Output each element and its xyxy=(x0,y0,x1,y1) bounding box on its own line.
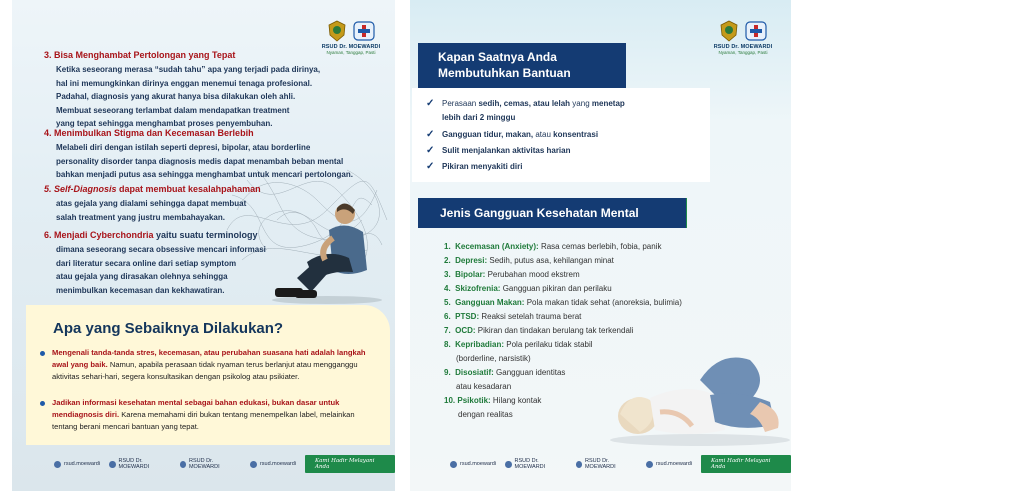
risk-item-3 xyxy=(44,50,374,131)
body-line: menimbulkan kecemasan dan kekhawatiran. xyxy=(56,285,225,295)
heading-rest: yaitu suatu terminology xyxy=(153,230,258,240)
bullet-dot xyxy=(40,351,45,356)
social-youtube: RSUD Dr. MOEWARDI xyxy=(180,458,241,470)
recommendation-title: Apa yang Sebaiknya Dilakukan? xyxy=(53,320,284,337)
sign-item: ✓ Pikiran menyakiti diri xyxy=(426,161,523,172)
org-tagline: Nyaman, Tanggap, Pasti xyxy=(718,50,768,55)
body-line: atau gejala yang dirasakan olehnya sehingga xyxy=(56,272,228,281)
province-emblem-icon xyxy=(719,20,739,42)
recommendation-item xyxy=(52,397,372,433)
social-facebook: RSUD Dr. MOEWARDI xyxy=(505,458,566,470)
instagram-icon xyxy=(450,461,457,468)
title-line: Membutuhkan Bantuan xyxy=(438,66,571,80)
right-page xyxy=(410,0,791,491)
org-name: RSUD Dr. MOEWARDI xyxy=(713,44,773,50)
body-line: dari literatur secara online dari setiap symptom xyxy=(56,258,237,268)
heading-rest: dapat membuat kesalahpahaman xyxy=(116,184,261,194)
risk-item-5 xyxy=(44,184,374,224)
social-facebook: RSUD Dr. MOEWARDI xyxy=(109,458,170,470)
disorder-item-continued: atau kesadaran xyxy=(456,382,512,391)
heading-emphasis: 6. Menjadi Cyberchondria xyxy=(44,230,154,240)
motto-banner: Kami Hadir Melayani Anda xyxy=(305,455,395,473)
risk-item-body xyxy=(56,243,279,297)
disorder-item: 8. Kepribadian: Pola perilaku tidak stabil xyxy=(444,340,593,349)
hospital-logo xyxy=(708,20,778,55)
social-footer xyxy=(450,455,791,473)
when-help-title xyxy=(418,43,626,88)
title-line: Kapan Saatnya Anda xyxy=(438,50,557,64)
left-page xyxy=(12,0,395,491)
social-tiktok: rsud.moewardi xyxy=(250,461,296,468)
disorder-item: 5. Gangguan Makan: Pola makan tidak sehat (anoreksia, bulimia) xyxy=(444,298,682,307)
social-instagram: rsud.moewardi xyxy=(54,461,100,468)
body-line: atas gejala yang dialami sehingga dapat membuat xyxy=(56,199,247,208)
sign-item: ✓ Perasaan sedih, cemas, atau lelah yang menetap xyxy=(426,98,625,109)
risk-item-4 xyxy=(44,128,374,182)
body-line: Padahal, diagnosis yang akurat hanya bisa dilakukan oleh ahli. xyxy=(56,92,296,101)
disorder-item: 2. Depresi: Sedih, putus asa, kehilangan minat xyxy=(444,256,614,265)
risk-item-body xyxy=(56,63,374,131)
sign-item: ✓ Gangguan tidur, makan, atau konsentrasi xyxy=(426,129,599,140)
motto-banner: Kami Hadir Melayani Anda xyxy=(701,455,791,473)
facebook-icon xyxy=(505,461,511,468)
risk-item-body xyxy=(56,197,374,224)
disorder-item: 1. Kecemasan (Anxiety): Rasa cemas berlebih, fobia, panik xyxy=(444,242,662,251)
disorder-item: 6. PTSD: Reaksi setelah trauma berat xyxy=(444,312,582,321)
checkmark-icon: ✓ xyxy=(426,98,435,109)
social-instagram: rsud.moewardi xyxy=(450,461,496,468)
sign-item: ✓ Sulit menjalankan aktivitas harian xyxy=(426,145,571,156)
body-line: salah treatment yang justru membahayakan. xyxy=(56,212,225,222)
recommendation-box xyxy=(26,305,390,445)
body-line: yang tepat sehingga menghambat proses penyembuhan. xyxy=(56,119,273,128)
recommendation-bold: Jadikan informasi kesehatan mental sebagai bahan edukasi, bukan dasar untuk mendiagnosis diri. xyxy=(52,398,340,419)
recommendation-item xyxy=(52,347,372,383)
recommendation-text: Karena memahami diri bukan tentang menempelkan label, melainkan tentang berani mencari bantuan yang tepat. xyxy=(52,410,355,431)
heading-emphasis: 5. Self-Diagnosis xyxy=(44,184,117,194)
org-name: RSUD Dr. MOEWARDI xyxy=(321,44,381,50)
disorder-item: 7. OCD: Pikiran dan tindakan berulang tak terkendali xyxy=(444,326,634,335)
risk-item-heading: 3. Bisa Menghambat Pertolongan yang Tepat xyxy=(44,50,236,60)
hospital-cross-icon xyxy=(353,21,375,41)
province-emblem-icon xyxy=(327,20,347,42)
risk-item-6 xyxy=(44,230,279,297)
risk-item-heading xyxy=(44,230,279,240)
hospital-cross-icon xyxy=(745,21,767,41)
risk-item-heading: 4. Menimbulkan Stigma dan Kecemasan Berlebih xyxy=(44,128,254,138)
risk-item-body xyxy=(56,141,374,182)
body-line: dimana seseorang secara obsessive mencari informasi xyxy=(56,245,266,254)
disorder-item: 10. Psikotik: Hilang kontak xyxy=(444,396,542,405)
tiktok-icon xyxy=(250,461,257,468)
youtube-icon xyxy=(180,461,186,468)
sign-item-continued: lebih dari 2 minggu xyxy=(442,113,516,122)
disorder-item-continued: (borderline, narsistik) xyxy=(456,354,531,363)
social-youtube: RSUD Dr. MOEWARDI xyxy=(576,458,637,470)
body-line: personality disorder tanpa diagnosis medis dapat menambah beban mental xyxy=(56,156,344,166)
facebook-icon xyxy=(109,461,115,468)
disorder-types-title: Jenis Gangguan Kesehatan Mental xyxy=(418,198,686,228)
checkmark-icon: ✓ xyxy=(426,161,435,172)
org-tagline: Nyaman, Tanggap, Pasti xyxy=(326,50,376,55)
checkmark-icon: ✓ xyxy=(426,145,435,156)
disorder-item: 4. Skizofrenia: Gangguan pikiran dan perilaku xyxy=(444,284,612,293)
recommendation-text: Namun, apabila perasaan tidak nyaman terus berlanjut atau mengganggu aktivitas sehari-hari, segera konsultasikan dengan psikolog atau psikiater. xyxy=(52,360,358,381)
instagram-icon xyxy=(54,461,61,468)
social-footer xyxy=(54,455,395,473)
tiktok-icon xyxy=(646,461,653,468)
risk-item-heading xyxy=(44,184,374,194)
social-tiktok: rsud.moewardi xyxy=(646,461,692,468)
body-line: Ketika seseorang merasa “sudah tahu” apa yang terjadi pada dirinya, xyxy=(56,65,321,74)
body-line: Membuat seseorang terlambat dalam mendapatkan treatment xyxy=(56,105,290,115)
disorder-item-continued: dengan realitas xyxy=(458,410,513,419)
bullet-dot xyxy=(40,401,45,406)
body-line: bahkan menjadi putus asa sehingga menghambat untuk mencari pertolongan. xyxy=(56,170,353,179)
body-line: Melabeli diri dengan istilah seperti depresi, bipolar, atau borderline xyxy=(56,143,311,152)
disorder-item: 3. Bipolar: Perubahan mood ekstrem xyxy=(444,270,580,279)
youtube-icon xyxy=(576,461,582,468)
body-line: hal ini memungkinkan dirinya enggan menemui tenaga profesional. xyxy=(56,78,313,88)
disorder-item: 9. Disosiatif: Gangguan identitas xyxy=(444,368,566,377)
recommendation-bold: Mengenali tanda-tanda stres, kecemasan, atau perubahan suasana hati adalah langkah awal yang baik. xyxy=(52,348,366,369)
checkmark-icon: ✓ xyxy=(426,129,435,140)
